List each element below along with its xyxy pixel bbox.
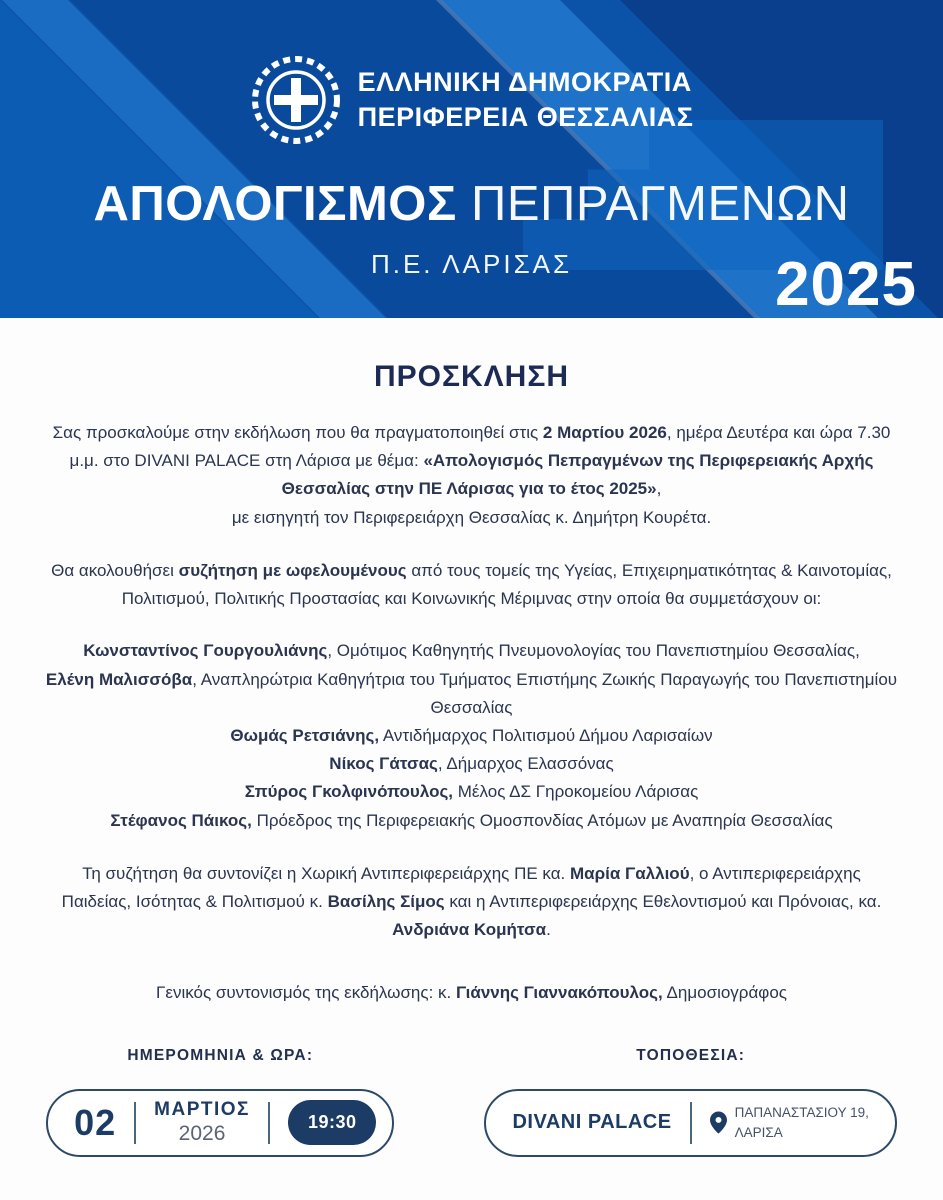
participant-line: Σπύρος Γκολφινόπουλος, Μέλος ΔΣ Γηροκομείου Λάρισας [244,782,699,802]
participant-line: Κωνσταντίνος Γουργουλιάνης, Ομότιμος Καθηγητής Πνευμονολογίας του Πανεπιστημίου Θεσσαλίας, [83,641,860,661]
moderators-paragraph: Τη συζήτηση θα συντονίζει η Χωρική Αντιπεριφερειάρχης ΠΕ κα. Μαρία Γαλλιού, ο Αντιπεριφερειάρχης Παιδείας, Ισότητας & Πολιτισμού κ. Βασίλης Σίμος και η Αντιπεριφερειάρχης Εθελοντισμού και Πρόνοιας, κα. Ανδριάνα Κομήτσα. [61,863,882,940]
org-line-2: ΠΕΡΙΦΕΡΕΙΑ ΘΕΣΣΑΛΙΑΣ [357,102,694,132]
participant-line: Ελένη Μαλισσόβα, Αναπληρώτρια Καθηγήτρια του Τμήματος Επιστήμης Ζωικής Παραγωγής του Πανεπιστημίου Θεσσαλίας [45,669,898,717]
venue-name: DIVANI PALACE [512,1111,672,1134]
pill-divider [690,1102,692,1144]
coordination-paragraph: Γενικός συντονισμός της εκδήλωσης: κ. Γιάννης Γιαννακόπουλος, Δημοσιογράφος [156,982,787,1002]
address-block [710,1103,869,1142]
discussion-paragraph: Θα ακολουθήσει συζήτηση με ωφελουμένους από τους τομείς της Υγείας, Επιχειρηματικότητας & Καινοτομίας, Πολιτισμού, Πολιτικής Προστασίας και Κοινωνικής Μέριμνας στην οποία θα συμμετάσχουν οι: [51,560,892,609]
subtitle: Π.Ε. ΛΑΡΙΣΑΣ [370,249,573,279]
intro-paragraph: Σας προσκαλούμε στην εκδήλωση που θα πραγματοποιηθεί στις 2 Μαρτίου 2026, ημέρα Δευτέρα και ώρα 7.30 μ.μ. στο DIVANI PALACE στη Λάρισα με θέμα: «Απολογισμός Πεπραγμένων της Περιφερειακής Αρχής Θεσσαλίας στην ΠΕ Λάρισας για το έτος 2025», με εισηγητή τον Περιφερειάρχη Θεσσαλίας κ. Δημήτρη Κουρέτα. [52,423,891,527]
main-title [0,176,943,232]
event-year: 2026 [178,1122,226,1146]
org-line-1: ΕΛΛΗΝΙΚΗ ΔΗΜΟΚΡΑΤΙΑ [357,66,692,97]
greek-emblem-icon [250,54,342,146]
datetime-column [46,1047,394,1157]
month-year [154,1100,250,1145]
location-label: ΤΟΠΟΘΕΣΙΑ: [636,1046,746,1064]
venue-address [735,1103,869,1142]
datetime-label: ΗΜΕΡΟΜΗΝΙΑ & ΩΡΑ: [127,1046,314,1064]
address-line-1: ΠΑΠΑΝΑΣΤΑΣΙΟΥ 19, [734,1105,869,1121]
location-column [484,1047,896,1157]
participant-line: Νίκος Γάτσας, Δήμαρχος Ελασσόνας [329,754,614,774]
pill-divider [134,1102,136,1144]
organization-name [358,65,694,135]
address-line-2: ΛΑΡΙΣΑ [734,1124,783,1140]
title-strong: ΑΠΟΛΟΓΙΣΜΟΣ [93,177,457,231]
title-light: ΠΕΠΡΑΓΜΕΝΩΝ [470,177,850,231]
participant-line: Θωμάς Ρετσιάνης, Αντιδήμαρχος Πολιτισμού Δήμου Λαρισαίων [230,725,713,745]
government-identity [0,54,943,146]
participant-line: Στέφανος Πάικος, Πρόεδρος της Περιφερειακής Ομοσπονδίας Ατόμων με Αναπηρία Θεσσαλίας [110,810,833,830]
event-month: ΜΑΡΤΙΟΣ [154,1099,250,1121]
invitation-heading: ΠΡΟΣΚΛΗΣΗ [373,360,570,393]
location-pin-icon [710,1111,727,1134]
participants-list [0,637,943,835]
date-time-pill [46,1089,394,1157]
year-badge: 2025 [775,250,917,318]
pill-divider [268,1102,270,1144]
event-time-badge: 19:30 [288,1100,377,1145]
event-day: 02 [74,1101,117,1143]
footer [0,1047,943,1157]
header-banner [0,0,943,318]
location-pill [484,1089,896,1157]
